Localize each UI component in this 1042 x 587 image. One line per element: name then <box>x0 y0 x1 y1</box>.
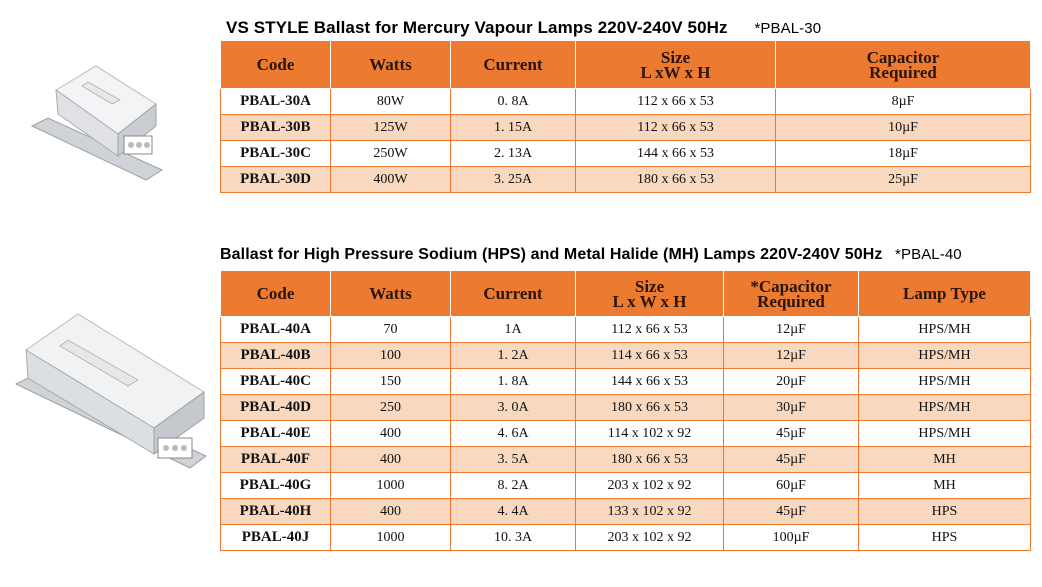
cell-code: PBAL-40E <box>221 421 331 447</box>
header-code: Code <box>221 271 331 317</box>
cell-size: 112 x 66 x 53 <box>576 89 776 115</box>
cell-watts: 250W <box>331 141 451 167</box>
cell-current: 10. 3A <box>451 525 576 551</box>
cell-capacitor: 45µF <box>724 499 859 525</box>
cell-capacitor: 10µF <box>776 115 1031 141</box>
cell-watts: 80W <box>331 89 451 115</box>
cell-watts: 250 <box>331 395 451 421</box>
ballast-30-image <box>28 52 178 182</box>
table-row <box>221 343 1031 369</box>
header-size-sub: L xW x H <box>640 62 711 82</box>
cell-lamp-type: HPS/MH <box>859 343 1031 369</box>
cell-capacitor: 60µF <box>724 473 859 499</box>
cell-code: PBAL-40D <box>221 395 331 421</box>
cell-lamp-type: HPS <box>859 499 1031 525</box>
cell-code: PBAL-40F <box>221 447 331 473</box>
header-code: Code <box>221 41 331 89</box>
cell-size: 114 x 66 x 53 <box>576 343 724 369</box>
cell-lamp-type: HPS/MH <box>859 317 1031 343</box>
header-capacitor-label: *Capacitor <box>750 276 832 296</box>
section1-ref: *PBAL-30 <box>754 20 822 37</box>
header-size-label: Size <box>660 47 691 67</box>
cell-current: 2. 13A <box>451 141 576 167</box>
cell-capacitor: 45µF <box>724 421 859 447</box>
header-capacitor <box>776 41 1031 89</box>
cell-capacitor: 45µF <box>724 447 859 473</box>
cell-current: 4. 4A <box>451 499 576 525</box>
cell-lamp-type: HPS/MH <box>859 369 1031 395</box>
mercury-ballast-table <box>220 40 1031 193</box>
cell-size: 203 x 102 x 92 <box>576 525 724 551</box>
cell-lamp-type: MH <box>859 473 1031 499</box>
cell-code: PBAL-40B <box>221 343 331 369</box>
table-row <box>221 141 1031 167</box>
header-current: Current <box>451 271 576 317</box>
cell-code: PBAL-40J <box>221 525 331 551</box>
header-capacitor-sub: Required <box>757 291 825 311</box>
cell-size: 203 x 102 x 92 <box>576 473 724 499</box>
cell-code: PBAL-40G <box>221 473 331 499</box>
cell-code: PBAL-30A <box>221 89 331 115</box>
header-capacitor <box>724 271 859 317</box>
cell-size: 180 x 66 x 53 <box>576 167 776 193</box>
cell-current: 3. 0A <box>451 395 576 421</box>
cell-size: 114 x 102 x 92 <box>576 421 724 447</box>
cell-code: PBAL-30C <box>221 141 331 167</box>
table-row <box>221 317 1031 343</box>
cell-watts: 400 <box>331 499 451 525</box>
section2-title <box>220 246 962 264</box>
cell-capacitor: 100µF <box>724 525 859 551</box>
cell-code: PBAL-40C <box>221 369 331 395</box>
cell-current: 1. 2A <box>451 343 576 369</box>
cell-watts: 100 <box>331 343 451 369</box>
cell-capacitor: 8µF <box>776 89 1031 115</box>
cell-current: 3. 25A <box>451 167 576 193</box>
cell-watts: 70 <box>331 317 451 343</box>
cell-current: 1A <box>451 317 576 343</box>
header-size <box>576 271 724 317</box>
section2-title-text: Ballast for High Pressure Sodium (HPS) and Metal Halide (MH) Lamps 220V-240V 50Hz <box>220 246 883 263</box>
table-row <box>221 369 1031 395</box>
header-watts: Watts <box>331 271 451 317</box>
cell-lamp-type: HPS/MH <box>859 421 1031 447</box>
header-lamp-type: Lamp Type <box>859 271 1031 317</box>
cell-capacitor: 20µF <box>724 369 859 395</box>
table-row <box>221 447 1031 473</box>
header-current: Current <box>451 41 576 89</box>
cell-watts: 400W <box>331 167 451 193</box>
section2-ref: *PBAL-40 <box>895 246 962 263</box>
header-size-sub: L x W x H <box>612 291 687 311</box>
cell-size: 112 x 66 x 53 <box>576 115 776 141</box>
cell-capacitor: 25µF <box>776 167 1031 193</box>
cell-size: 180 x 66 x 53 <box>576 447 724 473</box>
ballast-40-image <box>8 300 208 480</box>
cell-code: PBAL-30D <box>221 167 331 193</box>
hps-mh-ballast-table <box>220 270 1031 551</box>
table-row <box>221 473 1031 499</box>
cell-size: 144 x 66 x 53 <box>576 141 776 167</box>
cell-lamp-type: HPS <box>859 525 1031 551</box>
cell-size: 180 x 66 x 53 <box>576 395 724 421</box>
table-row <box>221 421 1031 447</box>
section1-title <box>226 18 821 38</box>
cell-watts: 125W <box>331 115 451 141</box>
table-row <box>221 89 1031 115</box>
cell-size: 133 x 102 x 92 <box>576 499 724 525</box>
cell-lamp-type: HPS/MH <box>859 395 1031 421</box>
cell-watts: 150 <box>331 369 451 395</box>
cell-lamp-type: MH <box>859 447 1031 473</box>
table-row <box>221 499 1031 525</box>
header-watts: Watts <box>331 41 451 89</box>
cell-current: 3. 5A <box>451 447 576 473</box>
table-row <box>221 167 1031 193</box>
cell-size: 144 x 66 x 53 <box>576 369 724 395</box>
header-capacitor-sub: Required <box>869 62 937 82</box>
cell-current: 0. 8A <box>451 89 576 115</box>
cell-capacitor: 12µF <box>724 317 859 343</box>
cell-current: 8. 2A <box>451 473 576 499</box>
cell-current: 1. 15A <box>451 115 576 141</box>
cell-code: PBAL-40A <box>221 317 331 343</box>
table-row <box>221 525 1031 551</box>
cell-current: 1. 8A <box>451 369 576 395</box>
cell-capacitor: 30µF <box>724 395 859 421</box>
header-capacitor-label: Capacitor <box>866 47 940 67</box>
cell-watts: 1000 <box>331 473 451 499</box>
table-row <box>221 115 1031 141</box>
cell-capacitor: 18µF <box>776 141 1031 167</box>
cell-watts: 400 <box>331 421 451 447</box>
cell-capacitor: 12µF <box>724 343 859 369</box>
cell-watts: 1000 <box>331 525 451 551</box>
table-row <box>221 395 1031 421</box>
cell-size: 112 x 66 x 53 <box>576 317 724 343</box>
section1-title-text: VS STYLE Ballast for Mercury Vapour Lamps 220V-240V 50Hz <box>226 18 728 37</box>
header-size-label: Size <box>634 276 665 296</box>
cell-code: PBAL-30B <box>221 115 331 141</box>
header-size <box>576 41 776 89</box>
cell-code: PBAL-40H <box>221 499 331 525</box>
cell-watts: 400 <box>331 447 451 473</box>
cell-current: 4. 6A <box>451 421 576 447</box>
